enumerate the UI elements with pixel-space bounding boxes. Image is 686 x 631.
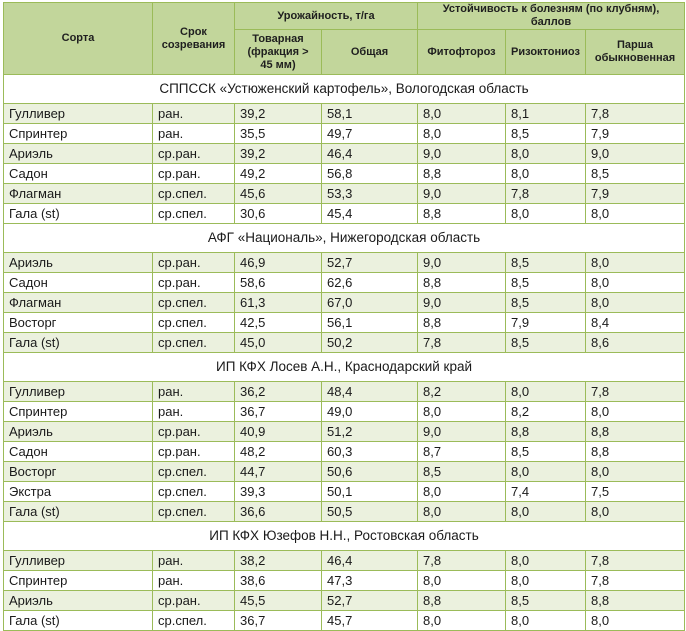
cell-total-yield: 53,3: [322, 184, 418, 204]
cell-total-yield: 49,7: [322, 124, 418, 144]
cell-common-scab: 7,5: [586, 482, 685, 502]
cell-rhizoctonia: 7,4: [506, 482, 586, 502]
cell-variety: Ариэль: [4, 591, 153, 611]
cell-common-scab: 7,8: [586, 571, 685, 591]
cell-maturity: ран.: [153, 551, 235, 571]
cell-total-yield: 52,7: [322, 591, 418, 611]
cell-total-yield: 67,0: [322, 293, 418, 313]
cell-total-yield: 50,2: [322, 333, 418, 353]
cell-common-scab: 8,0: [586, 502, 685, 522]
cell-phytophthora: 8,8: [418, 313, 506, 333]
cell-variety: Спринтер: [4, 571, 153, 591]
group-header-row: [4, 75, 685, 104]
cell-variety: Гала (st): [4, 502, 153, 522]
cell-total-yield: 45,4: [322, 204, 418, 224]
cell-total-yield: 56,8: [322, 164, 418, 184]
cell-total-yield: 46,4: [322, 144, 418, 164]
cell-variety: Ариэль: [4, 253, 153, 273]
cell-rhizoctonia: 8,5: [506, 333, 586, 353]
table-row: [4, 402, 685, 422]
cell-variety: Флагман: [4, 293, 153, 313]
cell-marketable-yield: 58,6: [235, 273, 322, 293]
cell-maturity: ран.: [153, 124, 235, 144]
cell-rhizoctonia: 8,5: [506, 273, 586, 293]
cell-rhizoctonia: 8,5: [506, 442, 586, 462]
cell-total-yield: 48,4: [322, 382, 418, 402]
header-total-yield: Общая: [322, 30, 418, 75]
group-header-row: [4, 353, 685, 382]
cell-maturity: ср.спел.: [153, 204, 235, 224]
cell-total-yield: 49,0: [322, 402, 418, 422]
cell-marketable-yield: 42,5: [235, 313, 322, 333]
cell-common-scab: 7,8: [586, 551, 685, 571]
cell-common-scab: 8,8: [586, 442, 685, 462]
header-common-scab: Парша обыкновенная: [586, 30, 685, 75]
cell-total-yield: 46,4: [322, 551, 418, 571]
table-row: [4, 273, 685, 293]
cell-phytophthora: 8,0: [418, 571, 506, 591]
cell-rhizoctonia: 8,0: [506, 571, 586, 591]
cell-total-yield: 62,6: [322, 273, 418, 293]
table-row: [4, 104, 685, 124]
cell-variety: Ариэль: [4, 422, 153, 442]
cell-maturity: ран.: [153, 402, 235, 422]
table-row: [4, 253, 685, 273]
cell-phytophthora: 8,5: [418, 462, 506, 482]
cell-total-yield: 51,2: [322, 422, 418, 442]
cell-maturity: ср.спел.: [153, 313, 235, 333]
cell-marketable-yield: 61,3: [235, 293, 322, 313]
table-row: [4, 333, 685, 353]
cell-total-yield: 47,3: [322, 571, 418, 591]
cell-variety: Гулливер: [4, 382, 153, 402]
cell-marketable-yield: 38,6: [235, 571, 322, 591]
table-body: [4, 75, 685, 631]
cell-common-scab: 8,0: [586, 293, 685, 313]
cell-rhizoctonia: 8,0: [506, 462, 586, 482]
cell-total-yield: 58,1: [322, 104, 418, 124]
cell-variety: Садон: [4, 273, 153, 293]
cell-marketable-yield: 36,7: [235, 402, 322, 422]
header-maturity: Срок созревания: [153, 3, 235, 75]
cell-variety: Садон: [4, 164, 153, 184]
cell-common-scab: 8,5: [586, 164, 685, 184]
cell-marketable-yield: 39,3: [235, 482, 322, 502]
table-row: [4, 611, 685, 631]
cell-total-yield: 52,7: [322, 253, 418, 273]
table-row: [4, 422, 685, 442]
cell-maturity: ср.спел.: [153, 462, 235, 482]
cell-phytophthora: 8,8: [418, 591, 506, 611]
table-row: [4, 591, 685, 611]
cell-phytophthora: 8,0: [418, 402, 506, 422]
cell-maturity: ср.ран.: [153, 422, 235, 442]
cell-common-scab: 7,9: [586, 184, 685, 204]
cell-common-scab: 9,0: [586, 144, 685, 164]
cell-phytophthora: 8,8: [418, 273, 506, 293]
cell-rhizoctonia: 8,0: [506, 164, 586, 184]
cell-variety: Гала (st): [4, 611, 153, 631]
group-header-row: [4, 224, 685, 253]
cell-rhizoctonia: 8,1: [506, 104, 586, 124]
group-title: СППССК «Устюженский картофель», Вологодская область: [4, 75, 685, 104]
cell-phytophthora: 8,0: [418, 611, 506, 631]
cell-total-yield: 50,5: [322, 502, 418, 522]
cell-rhizoctonia: 8,8: [506, 422, 586, 442]
group-title: АФГ «Националь», Нижегородская область: [4, 224, 685, 253]
cell-variety: Восторг: [4, 313, 153, 333]
cell-common-scab: 8,8: [586, 422, 685, 442]
cell-phytophthora: 8,0: [418, 482, 506, 502]
header-phytophthora: Фитофтороз: [418, 30, 506, 75]
cell-variety: Спринтер: [4, 402, 153, 422]
cell-variety: Гулливер: [4, 551, 153, 571]
cell-common-scab: 8,0: [586, 611, 685, 631]
cell-marketable-yield: 46,9: [235, 253, 322, 273]
cell-phytophthora: 7,8: [418, 333, 506, 353]
cell-marketable-yield: 38,2: [235, 551, 322, 571]
cell-phytophthora: 8,0: [418, 104, 506, 124]
cell-total-yield: 45,7: [322, 611, 418, 631]
cell-common-scab: 8,6: [586, 333, 685, 353]
cell-marketable-yield: 35,5: [235, 124, 322, 144]
cell-rhizoctonia: 7,9: [506, 313, 586, 333]
cell-common-scab: 8,0: [586, 273, 685, 293]
cell-total-yield: 60,3: [322, 442, 418, 462]
cell-marketable-yield: 36,6: [235, 502, 322, 522]
table-row: [4, 293, 685, 313]
cell-marketable-yield: 44,7: [235, 462, 322, 482]
cell-phytophthora: 8,8: [418, 204, 506, 224]
cell-rhizoctonia: 7,8: [506, 184, 586, 204]
cell-variety: Флагман: [4, 184, 153, 204]
table-row: [4, 164, 685, 184]
cell-maturity: ран.: [153, 382, 235, 402]
cell-maturity: ран.: [153, 571, 235, 591]
cell-common-scab: 8,0: [586, 462, 685, 482]
cell-marketable-yield: 36,2: [235, 382, 322, 402]
cell-rhizoctonia: 8,5: [506, 293, 586, 313]
table-row: [4, 144, 685, 164]
table-row: [4, 502, 685, 522]
header-resistance-group: Устойчивость к болезням (по клубням), баллов: [418, 3, 685, 30]
cell-maturity: ср.спел.: [153, 184, 235, 204]
cell-marketable-yield: 48,2: [235, 442, 322, 462]
cell-common-scab: 7,8: [586, 104, 685, 124]
cell-marketable-yield: 30,6: [235, 204, 322, 224]
cell-phytophthora: 8,8: [418, 164, 506, 184]
cell-maturity: ср.ран.: [153, 164, 235, 184]
cell-total-yield: 50,1: [322, 482, 418, 502]
cell-phytophthora: 8,7: [418, 442, 506, 462]
cell-maturity: ср.ран.: [153, 591, 235, 611]
cell-rhizoctonia: 8,2: [506, 402, 586, 422]
cell-phytophthora: 9,0: [418, 253, 506, 273]
potato-varieties-table: [3, 2, 685, 631]
table-row: [4, 551, 685, 571]
table-header: [4, 3, 685, 75]
cell-maturity: ср.ран.: [153, 442, 235, 462]
cell-maturity: ср.спел.: [153, 333, 235, 353]
cell-marketable-yield: 36,7: [235, 611, 322, 631]
cell-rhizoctonia: 8,5: [506, 124, 586, 144]
cell-maturity: ср.спел.: [153, 293, 235, 313]
table-row: [4, 204, 685, 224]
cell-rhizoctonia: 8,0: [506, 144, 586, 164]
cell-variety: Ариэль: [4, 144, 153, 164]
cell-variety: Гала (st): [4, 333, 153, 353]
group-header-row: [4, 522, 685, 551]
cell-maturity: ср.ран.: [153, 253, 235, 273]
cell-phytophthora: 9,0: [418, 144, 506, 164]
cell-common-scab: 8,8: [586, 591, 685, 611]
cell-phytophthora: 9,0: [418, 184, 506, 204]
table-row: [4, 184, 685, 204]
cell-common-scab: 8,0: [586, 253, 685, 273]
cell-variety: Гала (st): [4, 204, 153, 224]
cell-phytophthora: 8,2: [418, 382, 506, 402]
cell-phytophthora: 8,0: [418, 502, 506, 522]
cell-variety: Гулливер: [4, 104, 153, 124]
cell-marketable-yield: 45,0: [235, 333, 322, 353]
cell-maturity: ср.спел.: [153, 482, 235, 502]
cell-phytophthora: 9,0: [418, 422, 506, 442]
cell-marketable-yield: 49,2: [235, 164, 322, 184]
cell-common-scab: 7,9: [586, 124, 685, 144]
table-row: [4, 382, 685, 402]
cell-maturity: ср.ран.: [153, 273, 235, 293]
cell-rhizoctonia: 8,5: [506, 591, 586, 611]
table-row: [4, 313, 685, 333]
cell-variety: Экстра: [4, 482, 153, 502]
group-title: ИП КФХ Лосев А.Н., Краснодарский край: [4, 353, 685, 382]
cell-rhizoctonia: 8,5: [506, 253, 586, 273]
cell-variety: Спринтер: [4, 124, 153, 144]
group-title: ИП КФХ Юзефов Н.Н., Ростовская область: [4, 522, 685, 551]
cell-variety: Восторг: [4, 462, 153, 482]
cell-common-scab: 7,8: [586, 382, 685, 402]
cell-marketable-yield: 45,5: [235, 591, 322, 611]
cell-rhizoctonia: 8,0: [506, 204, 586, 224]
cell-common-scab: 8,4: [586, 313, 685, 333]
cell-marketable-yield: 45,6: [235, 184, 322, 204]
cell-marketable-yield: 40,9: [235, 422, 322, 442]
cell-common-scab: 8,0: [586, 402, 685, 422]
cell-marketable-yield: 39,2: [235, 144, 322, 164]
cell-phytophthora: 7,8: [418, 551, 506, 571]
cell-rhizoctonia: 8,0: [506, 551, 586, 571]
cell-maturity: ран.: [153, 104, 235, 124]
table-row: [4, 124, 685, 144]
cell-total-yield: 56,1: [322, 313, 418, 333]
table-row: [4, 482, 685, 502]
header-variety: Сорта: [4, 3, 153, 75]
header-marketable-yield: Товарная (фракция > 45 мм): [235, 30, 322, 75]
cell-rhizoctonia: 8,0: [506, 382, 586, 402]
table-row: [4, 462, 685, 482]
cell-maturity: ср.спел.: [153, 502, 235, 522]
cell-maturity: ср.ран.: [153, 144, 235, 164]
cell-phytophthora: 8,0: [418, 124, 506, 144]
cell-phytophthora: 9,0: [418, 293, 506, 313]
header-rhizoctonia: Ризоктониоз: [506, 30, 586, 75]
cell-variety: Садон: [4, 442, 153, 462]
cell-maturity: ср.спел.: [153, 611, 235, 631]
cell-rhizoctonia: 8,0: [506, 502, 586, 522]
cell-total-yield: 50,6: [322, 462, 418, 482]
header-yield-group: Урожайность, т/га: [235, 3, 418, 30]
table-row: [4, 442, 685, 462]
cell-marketable-yield: 39,2: [235, 104, 322, 124]
cell-common-scab: 8,0: [586, 204, 685, 224]
table-row: [4, 571, 685, 591]
cell-rhizoctonia: 8,0: [506, 611, 586, 631]
